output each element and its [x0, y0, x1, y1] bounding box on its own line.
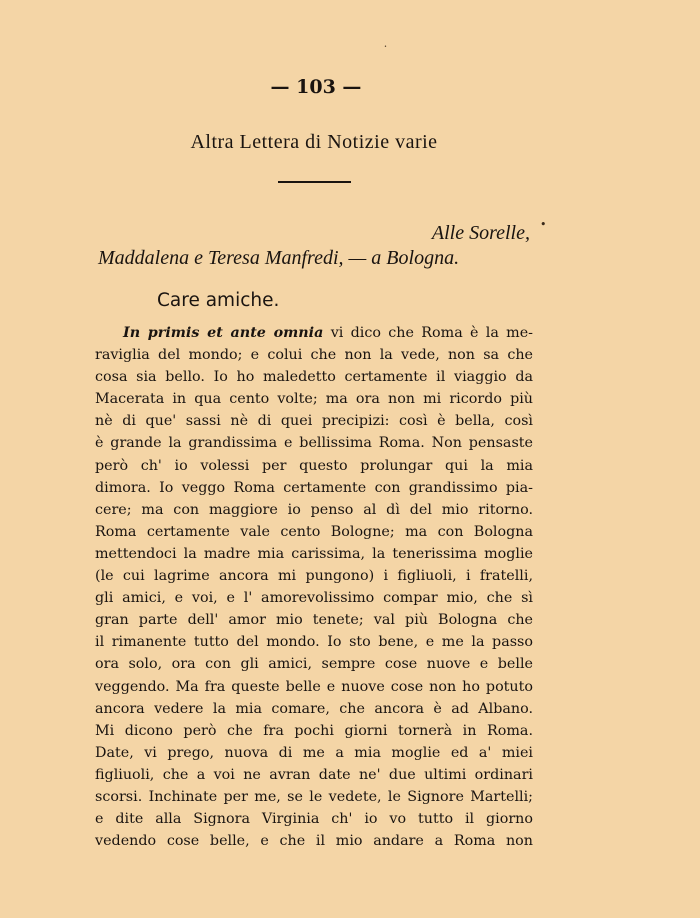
address-line-1: Alle Sorelle,: [431, 222, 530, 244]
salutation: Care amiche.: [157, 290, 280, 311]
page-number: — 103 —: [270, 76, 362, 98]
body-line: ora solo, ora con gli amici, sempre cose nuove e belle: [95, 656, 533, 673]
body-line: il rimanente tutto del mondo. Io sto bene, e me la passo: [95, 634, 533, 651]
body-line: [95, 322, 533, 344]
body-line: nè di que' sassi nè di quei precipizi: così è bella, così: [95, 413, 533, 430]
body-line: Macerata in qua cento volte; ma ora non mi ricordo più: [95, 391, 533, 408]
address-line-2: Maddalena e Teresa Manfredi, — a Bologna.: [98, 247, 460, 269]
heading-divider: [278, 181, 351, 183]
body-line: vedendo cose belle, e che il mio andare a Roma non: [95, 833, 533, 850]
body-line: Date, vi prego, nuova di me a mia moglie ed a' miei: [95, 744, 533, 761]
body-line: Mi dicono però che fra pochi giorni tornerà in Roma.: [95, 722, 533, 739]
body-line: gran parte dell' amor mio tenete; val più Bologna che: [95, 612, 533, 629]
body-line: e dite alla Signora Virginia ch' io vo tutto il giorno: [95, 811, 533, 828]
letter-heading: Altra Lettera di Notizie varie: [190, 131, 438, 153]
body-line: raviglia del mondo; e colui che non la vede, non sa che: [95, 347, 533, 364]
body-line: cosa sia bello. Io ho maledetto certamente il viaggio da: [95, 369, 533, 386]
body-line: veggendo. Ma fra queste belle e nuove cose non ho potuto: [95, 678, 533, 695]
body-line: mettendoci la madre mia carissima, la tenerissima moglie: [95, 545, 533, 562]
body-line: figliuoli, che a voi ne avran date ne' due ultimi ordinari: [95, 766, 533, 783]
body-line: gli amici, e voi, e l' amorevolissimo compar mio, che sì: [95, 590, 533, 607]
body-line: Roma certamente vale cento Bologne; ma con Bologna: [95, 523, 533, 540]
body-line: scorsi. Inchinate per me, se le vedete, le Signore Martelli;: [95, 788, 533, 805]
body-line: cere; ma con maggiore io penso al dì del mio ritorno.: [95, 501, 533, 518]
ink-speck: •: [384, 44, 387, 50]
body-line: (le cui lagrime ancora mi pungono) i figliuoli, i fratelli,: [95, 568, 533, 585]
body-line: è grande la grandissima e bellissima Roma. Non pensaste: [95, 435, 533, 452]
first-line-rest: vi dico che Roma è la me-: [330, 325, 534, 341]
body-line: ancora vedere la mia comare, che ancora è ad Albano.: [95, 700, 533, 717]
lead-phrase: In primis et ante omnia: [123, 325, 324, 341]
body-line: però ch' io volessi per questo prolungar qui la mia: [95, 457, 533, 474]
letter-body: [95, 322, 533, 852]
ink-speck: •: [540, 218, 547, 231]
body-line: dimora. Io veggo Roma certamente con grandissimo pia-: [95, 479, 533, 496]
